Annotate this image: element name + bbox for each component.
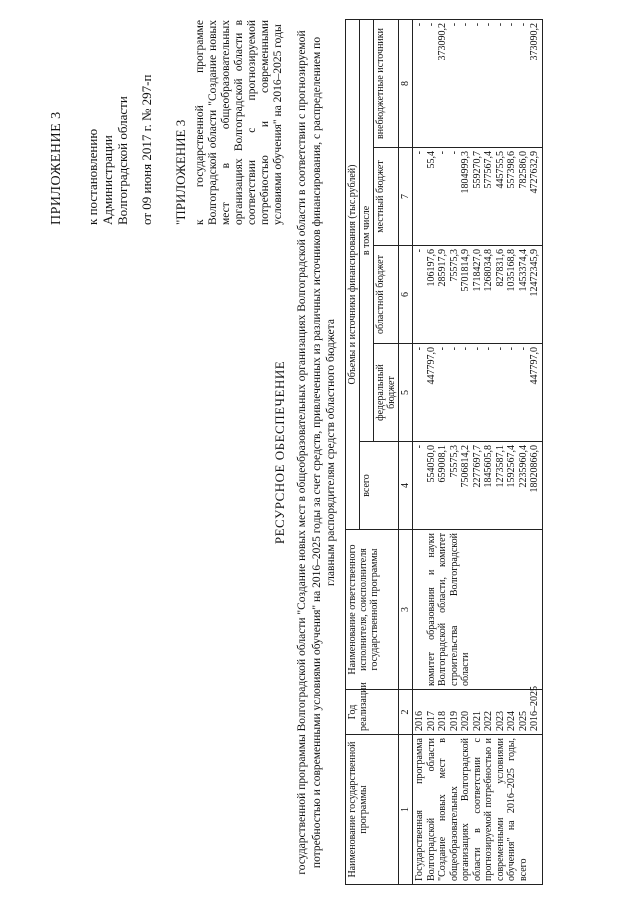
header-year: Год реализации — [346, 690, 399, 735]
col-number: 7 — [399, 148, 413, 246]
regional-cell — [413, 246, 543, 344]
extra-value: - — [517, 22, 529, 27]
extra-value: - — [506, 22, 517, 27]
regional-value: 1268034,8 — [483, 249, 494, 292]
document-title: РЕСУРСНОЕ ОБЕСПЕЧЕНИЕ — [272, 360, 287, 545]
local-value: 55,4 — [425, 151, 437, 169]
federal-value: - — [471, 347, 483, 351]
regional-value: 5701814,9 — [460, 249, 471, 292]
federal-value: - — [483, 347, 494, 351]
extra-value: 373090,2 — [437, 22, 448, 61]
extra-cell — [413, 19, 543, 147]
regional-value: 106197,6 — [425, 249, 437, 287]
year-value: 2021 — [471, 711, 483, 731]
extra-value: - — [425, 22, 437, 27]
col-number: 8 — [399, 19, 413, 147]
federal-sum: 447797,0 — [529, 347, 540, 385]
year-value: 2024 — [506, 711, 517, 731]
executor-cell — [413, 530, 543, 690]
extra-value: - — [483, 22, 494, 27]
federal-value: - — [437, 347, 448, 351]
total-value: - — [414, 445, 425, 449]
total-value: 1592567,4 — [506, 445, 517, 488]
header-local: местный бюджет — [374, 148, 399, 246]
regional-value: 1453374,4 — [517, 249, 529, 292]
total-value: 2277697,7 — [471, 445, 483, 488]
extra-sum: 373090,2 — [529, 22, 540, 61]
col-number: 5 — [399, 344, 413, 442]
local-cell — [413, 148, 543, 246]
year-value: 2018 — [437, 711, 448, 731]
col-number: 3 — [399, 530, 413, 690]
extra-value: - — [414, 22, 425, 27]
local-sum: 4727632,9 — [529, 151, 540, 194]
year-value: 2016 — [414, 711, 425, 731]
federal-value: - — [460, 347, 471, 351]
total-value: 554050,0 — [425, 445, 437, 483]
federal-value: - — [517, 347, 529, 351]
year-value: 2017 — [425, 711, 437, 731]
table-row — [413, 19, 543, 884]
local-value: - — [448, 151, 460, 155]
federal-cell — [413, 344, 543, 442]
executor-text: комитет образования и науки Волгоградской области, комитет строительства Волгоградской области — [425, 533, 471, 686]
inner-appendix-text: к государственной программе Волгоградской области "Создание новых мест в общеобразовательных организациях Волгоградской области в соответствии с прогнозируемой потребностью и современными условиями обучения" на 2016–2025 годы — [194, 20, 284, 225]
extra-value: - — [448, 22, 460, 27]
to-decree-line-3: Волгоградской области — [115, 96, 130, 225]
total-sum: 18020866,0 — [529, 445, 540, 493]
header-volumes: Объемы и источники финансирования (тыс.рублей) — [346, 19, 360, 529]
federal-value: - — [506, 347, 517, 351]
total-cell — [413, 442, 543, 530]
local-value: - — [437, 151, 448, 155]
year-value: 2023 — [494, 711, 506, 731]
local-value: 559270,7 — [471, 151, 483, 189]
regional-value: 1718427,0 — [471, 249, 483, 292]
federal-value: 447797,0 — [425, 347, 437, 385]
local-value: 577567,4 — [483, 151, 494, 189]
regional-value: - — [414, 249, 425, 253]
col-number: 2 — [399, 690, 413, 735]
to-decree-line-2: Администрации — [100, 135, 115, 225]
col-number: 1 — [399, 735, 413, 885]
program-name-cell: Государственная программа Волгоградской области "Создание новых мест в общеобразовательных организациях Волгоградской области в соответствии с прогнозируемой потребностью и современными условиями обучения" на 2016–2025 годы, всего — [413, 735, 543, 885]
col-number: 4 — [399, 442, 413, 530]
total-value: 7506814,2 — [460, 445, 471, 488]
to-decree-line-1: к постановлению — [85, 128, 100, 225]
year-value: 2019 — [448, 711, 460, 731]
total-value: 75575,3 — [448, 445, 460, 478]
header-extra: внебюджетные источники — [374, 19, 399, 147]
year-value: 2025 — [517, 711, 529, 731]
years-cell — [413, 686, 543, 735]
regional-value: 75575,3 — [448, 249, 460, 282]
local-value: - — [414, 151, 425, 155]
regional-value: 285917,9 — [437, 249, 448, 287]
header-total: всего — [360, 442, 399, 530]
extra-value: - — [494, 22, 506, 27]
year-value: 2020 — [460, 711, 471, 731]
local-value: 557398,6 — [506, 151, 517, 189]
local-value: 445755,5 — [494, 151, 506, 189]
resource-table — [345, 19, 543, 885]
regional-value: 1035168,8 — [506, 249, 517, 292]
col-number: 6 — [399, 246, 413, 344]
header-including: в том числе — [360, 19, 374, 441]
extra-value: - — [460, 22, 471, 27]
local-value: 782586,0 — [517, 151, 529, 189]
total-value: 2235960,4 — [517, 445, 529, 488]
header-federal: федеральный бюджет — [374, 344, 399, 442]
local-value: 1804999,3 — [460, 151, 471, 194]
decree-date-line: от 09 июня 2017 г. № 297-п — [139, 74, 154, 225]
document-description: государственной программы Волгоградской области "Создание новых мест в общеобразовательных организациях Волгоградской области в соответствии с прогнозируемой потребностью и современными условиями обучения" на 2016–2025 годы за счет средств, привлеченных из различных источников финансирования, с распределением по главным распорядителям средств областного бюджета — [296, 30, 337, 875]
regional-value: 827831,6 — [494, 249, 506, 287]
year-value: 2022 — [483, 711, 494, 731]
federal-value: - — [448, 347, 460, 351]
federal-value: - — [494, 347, 506, 351]
header-regional: областной бюджет — [374, 246, 399, 344]
extra-value: - — [471, 22, 483, 27]
regional-sum: 12472345,9 — [529, 249, 540, 297]
header-executor: Наименование ответственного исполнителя, соисполнителя государственной программы — [346, 530, 399, 690]
federal-value: - — [414, 347, 425, 351]
total-value: 1845605,8 — [483, 445, 494, 488]
year-total: 2016–2025 — [529, 686, 540, 731]
appendix-title: ПРИЛОЖЕНИЕ 3 — [49, 111, 64, 225]
total-value: 1273587,1 — [494, 445, 506, 488]
total-value: 659008,1 — [437, 445, 448, 483]
inner-appendix-title: "ПРИЛОЖЕНИЕ 3 — [173, 119, 188, 225]
header-program-name: Наименование государственной программы — [346, 735, 399, 885]
